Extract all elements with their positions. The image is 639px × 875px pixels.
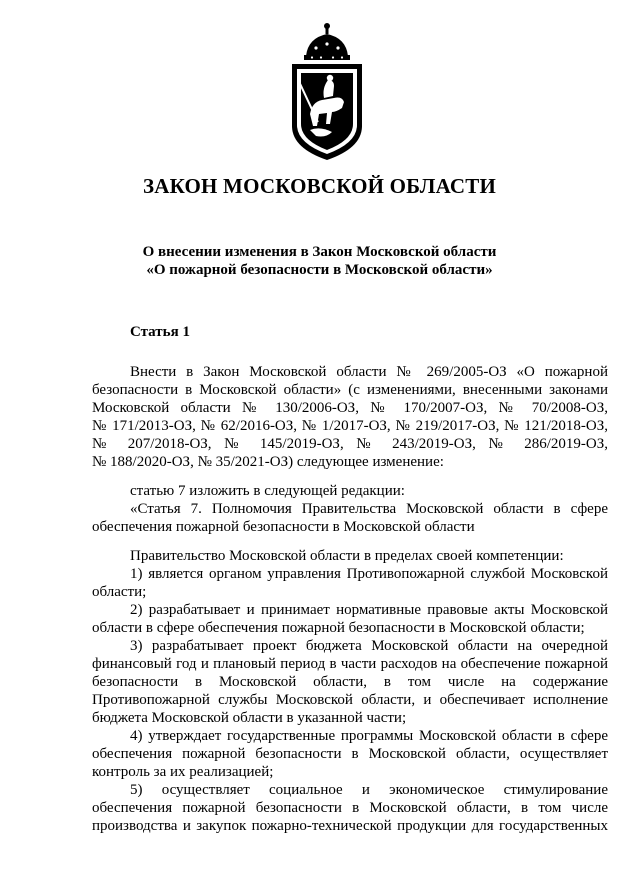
body-line: производства и закупок пожарно-технической продукции для государственных bbox=[92, 818, 608, 834]
body-line: безопасности в Московской области, в том числе на содержание bbox=[92, 674, 608, 690]
body-line: 3) разрабатывает проект бюджета Московской области на очередной bbox=[130, 638, 608, 654]
body-line: № 188/2020-ОЗ, № 35/2021-ОЗ) следующее изменение: bbox=[92, 454, 444, 470]
body-line: 1) является органом управления Противопожарной службой Московской bbox=[130, 566, 608, 582]
body-line: Правительство Московской области в пределах своей компетенции: bbox=[130, 548, 564, 564]
body-line: контроль за их реализацией; bbox=[92, 764, 274, 780]
body-line: бюджета Московской области в указанной части; bbox=[92, 710, 407, 726]
body-line: области; bbox=[92, 584, 147, 600]
coat-of-arms-icon bbox=[286, 22, 368, 162]
body-line: Противопожарной службы Московской области, и обеспечивает исполнение bbox=[92, 692, 608, 708]
law-subtitle-line-2: «О пожарной безопасности в Московской области» bbox=[146, 262, 493, 278]
body-line: Внести в Закон Московской области № 269/2005-ОЗ «О пожарной bbox=[130, 364, 608, 380]
body-line: области в сфере обеспечения пожарной безопасности в Московской области; bbox=[92, 620, 585, 636]
body-line: обеспечения пожарной безопасности в Московской области, в том числе bbox=[92, 800, 608, 816]
body-line: 4) утверждает государственные программы Московской области в сфере bbox=[130, 728, 608, 744]
body-line: 2) разрабатывает и принимает нормативные правовые акты Московской bbox=[130, 602, 608, 618]
body-line: финансовый год и плановый период в части расходов на обеспечение пожарной bbox=[92, 656, 608, 672]
law-subtitle-line-1: О внесении изменения в Закон Московской области bbox=[142, 244, 497, 260]
body-line: обеспечения пожарной безопасности в Московской области, осуществляет bbox=[92, 746, 608, 762]
article-heading: Статья 1 bbox=[130, 324, 190, 340]
body-line: № 207/2018-ОЗ, № 145/2019-ОЗ, № 243/2019-ОЗ, № 286/2019-ОЗ, bbox=[92, 436, 608, 452]
body-line: Московской области № 130/2006-ОЗ, № 170/2007-ОЗ, № 70/2008-ОЗ, bbox=[92, 400, 608, 416]
body-line: 5) осуществляет социальное и экономическое стимулирование bbox=[130, 782, 608, 798]
body-line: обеспечения пожарной безопасности в Московской области bbox=[92, 519, 475, 535]
body-line: статью 7 изложить в следующей редакции: bbox=[130, 483, 405, 499]
body-line: безопасности в Московской области» (с изменениями, внесенными законами bbox=[92, 382, 608, 398]
body-line: «Статья 7. Полномочия Правительства Московской области в сфере bbox=[130, 501, 608, 517]
body-line: № 171/2013-ОЗ, № 62/2016-ОЗ, № 1/2017-ОЗ, № 219/2017-ОЗ, № 121/2018-ОЗ, bbox=[92, 418, 608, 434]
law-title: ЗАКОН МОСКОВСКОЙ ОБЛАСТИ bbox=[142, 174, 497, 198]
